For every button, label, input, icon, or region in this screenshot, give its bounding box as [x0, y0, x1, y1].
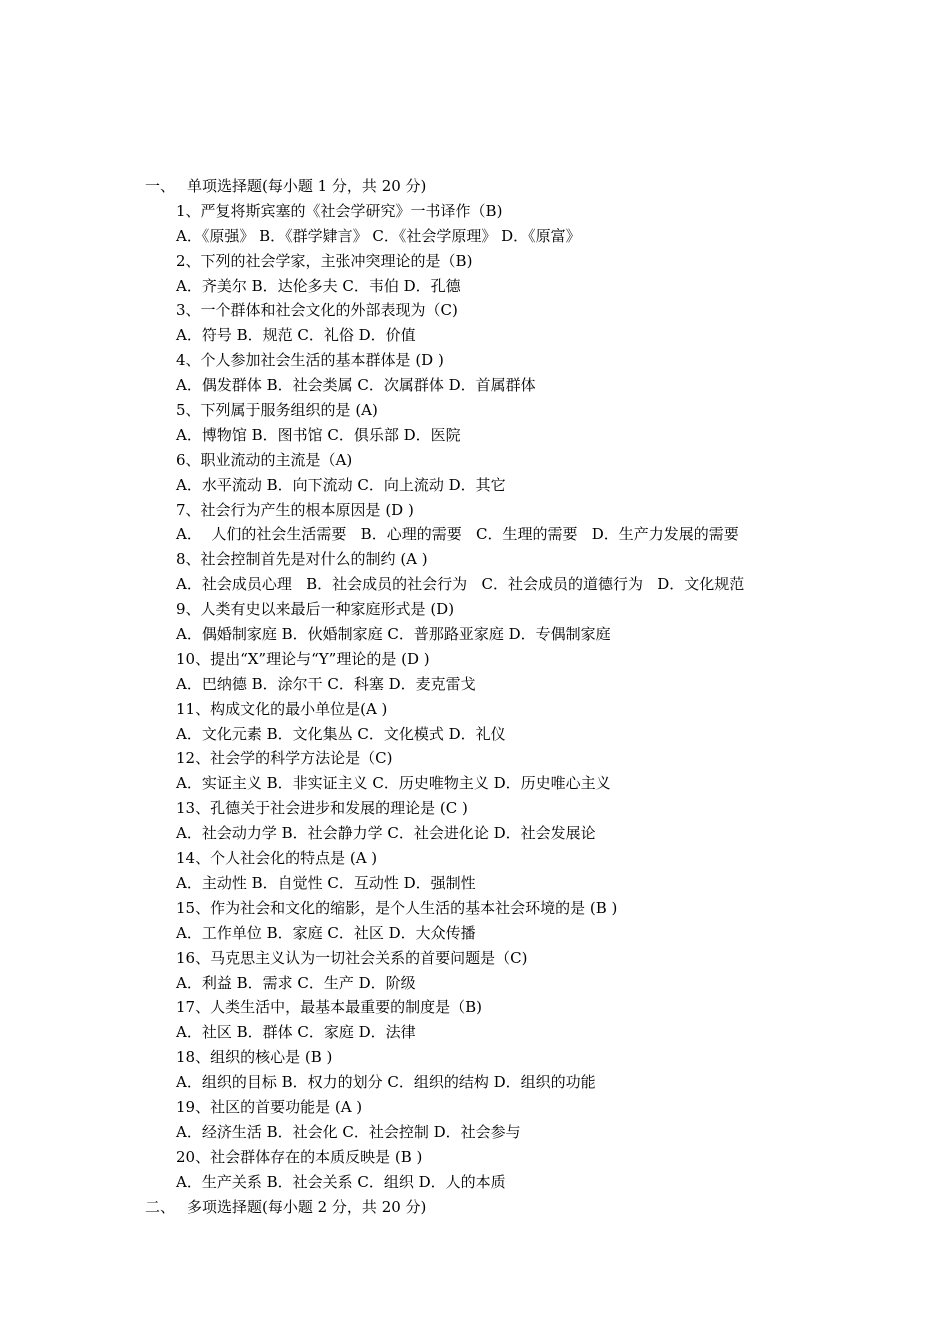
question-options: A．实证主义 B．非实证主义 C．历史唯物主义 D．历史唯心主义: [176, 774, 611, 793]
question-options: A．文化元素 B．文化集丛 C．文化模式 D．礼仪: [176, 724, 506, 743]
question-text: 2、下列的社会学家，主张冲突理论的是（B): [176, 251, 473, 270]
question-text: 16、马克思主义认为一切社会关系的首要问题是（C): [176, 948, 528, 967]
question-text: 3、一个群体和社会文化的外部表现为（C): [176, 301, 458, 320]
question-options: A．工作单位 B．家庭 C．社区 D．大众传播: [176, 923, 476, 942]
question-text: 7、社会行为产生的根本原因是 (D ): [176, 500, 414, 519]
question-text: 10、提出“X”理论与“Y”理论的是 (D ): [176, 649, 430, 668]
question-options: A．博物馆 B．图书馆 C．俱乐部 D．医院: [176, 425, 461, 444]
question-text: 9、人类有史以来最后一种家庭形式是 (D): [176, 600, 455, 619]
question-text: 11、构成文化的最小单位是(A ): [176, 699, 388, 718]
question-text: 1、严复将斯宾塞的《社会学研究》一书译作（B): [176, 201, 503, 220]
section-title: 单项选择题(每小题 1 分，共 20 分): [187, 177, 427, 195]
question-options: A．《原强》 B．《群学肄言》 C．《社会学原理》 D．《原富》: [176, 226, 581, 245]
question-options: A．社会成员心理 B．社会成员的社会行为 C．社会成员的道德行为 D．文化规范: [176, 575, 745, 594]
question-text: 15、作为社会和文化的缩影，是个人生活的基本社会环境的是 (B ): [176, 898, 618, 917]
question-options: A．巴纳德 B．涂尔干 C．科塞 D．麦克雷戈: [176, 674, 476, 693]
question-options: A．社会动力学 B．社会静力学 C．社会进化论 D．社会发展论: [176, 824, 596, 843]
section-title: 多项选择题(每小题 2 分，共 20 分): [187, 1197, 427, 1216]
question-text: 12、社会学的科学方法论是（C): [176, 749, 393, 768]
question-options: A．符号 B．规范 C．礼俗 D．价值: [176, 326, 416, 345]
question-text: 18、组织的核心是 (B ): [176, 1048, 333, 1067]
question-text: 17、人类生活中，最基本最重要的制度是（B): [176, 998, 482, 1017]
question-options: A．偶婚制家庭 B．伙婚制家庭 C．普那路亚家庭 D．专偶制家庭: [176, 625, 611, 644]
question-text: 8、社会控制首先是对什么的制约 (A ): [176, 550, 428, 569]
question-text: 4、个人参加社会生活的基本群体是 (D ): [176, 351, 444, 370]
question-text: 13、孔德关于社会进步和发展的理论是 (C ): [176, 799, 468, 818]
question-options: A．利益 B．需求 C．生产 D．阶级: [176, 973, 416, 992]
question-options: A．经济生活 B．社会化 C．社会控制 D．社会参与: [176, 1122, 521, 1141]
section-number: 二、: [145, 1197, 176, 1216]
section-heading: [0, 1195, 950, 1220]
question-text: 6、职业流动的主流是（A): [176, 450, 353, 469]
section-number: 一、: [145, 177, 176, 195]
question-text: 14、个人社会化的特点是 (A ): [176, 849, 378, 868]
question-options: A．组织的目标 B．权力的划分 C．组织的结构 D．组织的功能: [176, 1073, 596, 1092]
question-options: A．偶发群体 B．社会类属 C．次属群体 D．首属群体: [176, 376, 536, 395]
question-options: A．齐美尔 B．达伦多夫 C．韦伯 D．孔德: [176, 276, 461, 295]
question-text: 20、社会群体存在的本质反映是 (B ): [176, 1147, 423, 1166]
question-text: 19、社区的首要功能是 (A ): [176, 1097, 363, 1116]
section-heading: [0, 174, 950, 199]
question-options: A．主动性 B．自觉性 C．互动性 D．强制性: [176, 873, 476, 892]
question-options: A．生产关系 B．社会关系 C．组织 D．人的本质: [176, 1172, 506, 1191]
document-body: [0, 174, 950, 1219]
question-options: A． 人们的社会生活需要 B．心理的需要 C．生理的需要 D．生产力发展的需要: [176, 525, 739, 544]
question-options: A．水平流动 B．向下流动 C．向上流动 D．其它: [176, 475, 506, 494]
question-options: A．社区 B．群体 C．家庭 D．法律: [176, 1023, 416, 1042]
question-text: 5、下列属于服务组织的是 (A): [176, 401, 378, 420]
